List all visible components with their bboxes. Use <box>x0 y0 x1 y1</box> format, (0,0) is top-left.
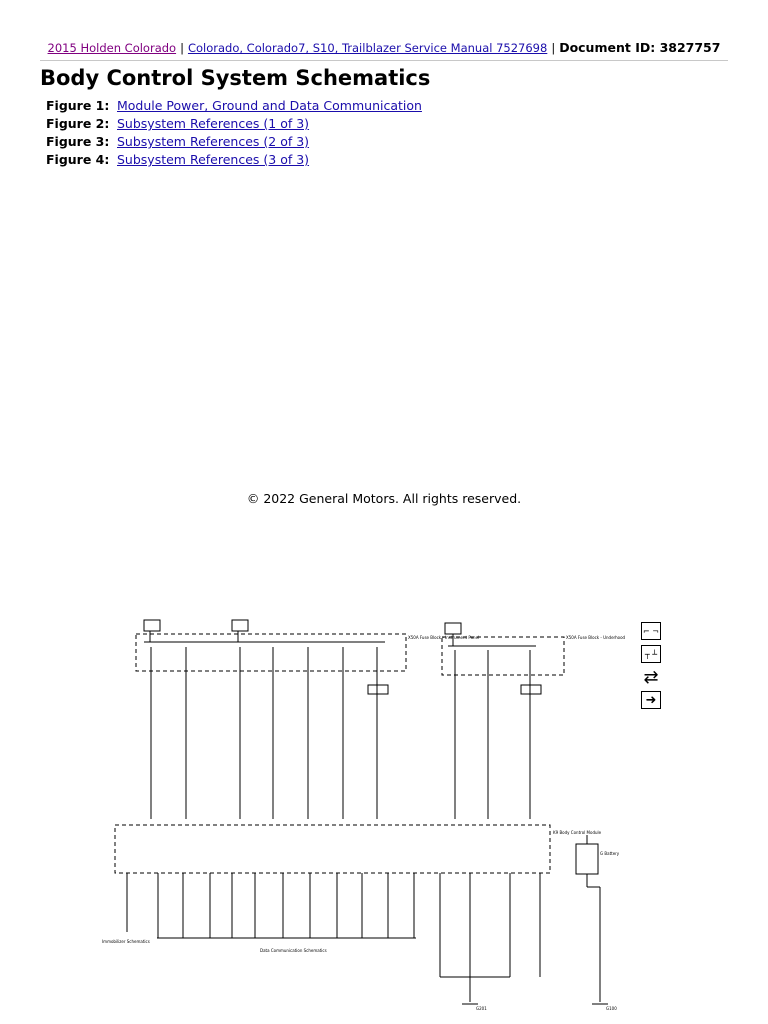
figure-label: Figure 2: <box>46 116 110 131</box>
figure-link[interactable]: Subsystem References (1 of 3) <box>117 116 310 131</box>
breadcrumb-separator: | <box>551 41 556 55</box>
figure-list <box>46 98 422 170</box>
ground-label: G201 <box>476 1006 487 1011</box>
figure-row <box>46 134 422 152</box>
breadcrumb <box>0 40 768 55</box>
swap-icon[interactable]: ⇄ <box>641 668 661 686</box>
fuse-block-underhood-label: X50A Fuse Block - Underhood <box>566 635 626 640</box>
relay-icon <box>521 685 541 694</box>
fuse-block-ip-label: X50A Fuse Block - Instrument Panel <box>408 635 480 640</box>
battery-label: G Battery <box>600 851 620 856</box>
document-id: Document ID: 3827757 <box>559 40 721 55</box>
relay-icon <box>368 685 388 694</box>
figure-row <box>46 152 422 170</box>
battery-feed-icon <box>232 620 248 631</box>
breadcrumb-model-link[interactable]: 2015 Holden Colorado <box>47 41 177 55</box>
figure-link[interactable]: Subsystem References (2 of 3) <box>117 134 310 149</box>
figure-link[interactable]: Module Power, Ground and Data Communication <box>117 98 422 113</box>
figure-label: Figure 1: <box>46 98 110 113</box>
fuse-block-underhood <box>442 637 564 675</box>
legend-icon[interactable]: ⌐ ¬ <box>641 622 661 640</box>
fuse-block-ip <box>136 634 406 671</box>
breadcrumb-separator: | <box>180 41 184 55</box>
figure-label: Figure 3: <box>46 134 110 149</box>
data-comm-reference: Data Communication Schematics <box>260 948 327 953</box>
wiring-schematic <box>100 612 668 1022</box>
next-icon[interactable]: ➜ <box>641 691 661 709</box>
figure-row <box>46 98 422 116</box>
figure-row <box>46 116 422 134</box>
side-toolbar <box>641 622 661 714</box>
run-crank-feed-icon <box>445 623 461 634</box>
copyright-notice: © 2022 General Motors. All rights reserved. <box>246 491 522 506</box>
module-label: K9 Body Control Module <box>553 830 602 835</box>
battery-icon <box>576 844 598 874</box>
figure-label: Figure 4: <box>46 152 110 167</box>
battery-feed-icon <box>144 620 160 631</box>
breadcrumb-manual-link[interactable]: Colorado, Colorado7, S10, Trailblazer Service Manual 7527698 <box>187 41 548 55</box>
page-title: Body Control System Schematics <box>40 66 431 90</box>
ground-label: G100 <box>606 1006 617 1011</box>
figure-link[interactable]: Subsystem References (3 of 3) <box>117 152 310 167</box>
connector-icon[interactable]: ┬ ┴ <box>641 645 661 663</box>
header-divider <box>40 60 728 61</box>
immobilizer-reference: Immobilizer Schematics <box>102 939 150 944</box>
body-control-module <box>115 825 550 873</box>
